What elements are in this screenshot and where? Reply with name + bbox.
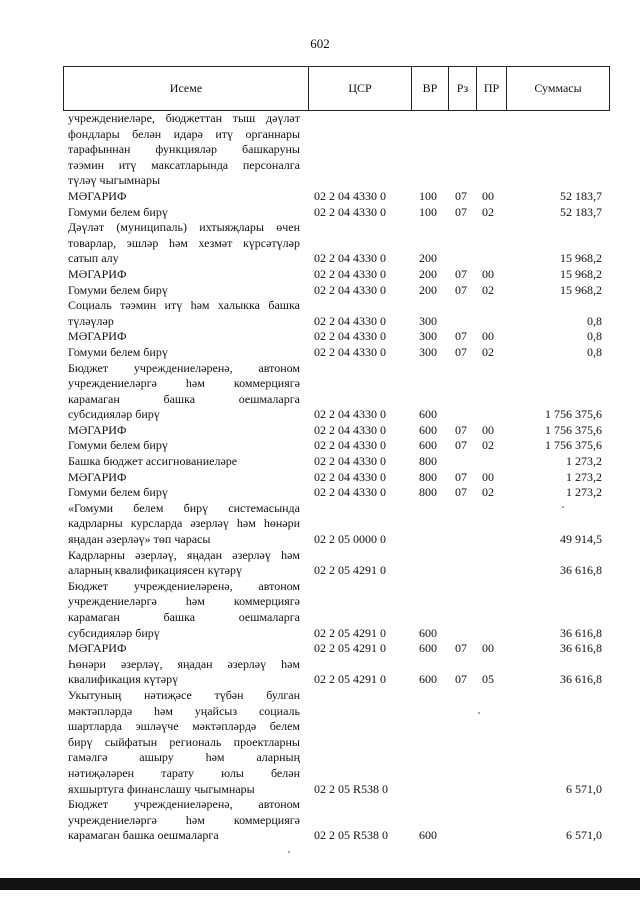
row-csr: 02 2 04 4330 0 xyxy=(314,251,386,266)
row-csr: 02 2 05 4291 0 xyxy=(314,563,386,578)
row-name-line: Дәүләт (муниципаль) ихтыяҗлары өчен xyxy=(68,220,300,235)
row-pr: 02 xyxy=(482,344,494,359)
row-sum: 1 273,2 xyxy=(566,454,602,469)
row-rz: 07 xyxy=(455,188,467,203)
row-vr: 600 xyxy=(419,625,437,640)
row-sum: 15 968,2 xyxy=(560,266,602,281)
row-csr: 02 2 04 4330 0 xyxy=(314,344,386,359)
row-vr: 300 xyxy=(419,313,437,328)
row-csr: 02 2 05 4291 0 xyxy=(314,641,386,656)
row-name-line: карамаган башка оешмаларга xyxy=(68,391,300,406)
table-header xyxy=(63,66,610,111)
row-vr: 600 xyxy=(419,828,437,843)
row-sum: 36 616,8 xyxy=(560,563,602,578)
table-row xyxy=(68,657,604,688)
row-vr: 200 xyxy=(419,266,437,281)
row-rz: 07 xyxy=(455,641,467,656)
row-sum: 6 571,0 xyxy=(566,781,602,796)
row-name-line: субсидияләр бирү xyxy=(68,625,160,640)
row-vr: 800 xyxy=(419,469,437,484)
row-name-line: учреждениеләргә һәм коммерциягә xyxy=(68,812,300,827)
row-name-line: товарлар, эшләр һәм хезмәт күрсәтүләр xyxy=(68,235,300,250)
table-row xyxy=(68,329,604,345)
row-vr: 600 xyxy=(419,672,437,687)
row-name-line: МӘГАРИФ xyxy=(68,329,127,344)
header-sum: Суммасы xyxy=(534,81,582,95)
row-name-line: мәктәпләрдә һәм уңайсыз социаль xyxy=(68,703,300,718)
row-vr: 800 xyxy=(419,485,437,500)
table-row xyxy=(68,470,604,486)
row-csr: 02 2 04 4330 0 xyxy=(314,438,386,453)
row-name-line: яңадан әзерләү» төп чарасы xyxy=(68,532,211,547)
row-pr: 00 xyxy=(482,188,494,203)
row-name-line: МӘГАРИФ xyxy=(68,266,127,281)
row-rz: 07 xyxy=(455,266,467,281)
row-vr: 600 xyxy=(419,438,437,453)
header-name: Исеме xyxy=(64,67,309,110)
row-csr: 02 2 05 4291 0 xyxy=(314,625,386,640)
row-sum: 49 914,5 xyxy=(560,532,602,547)
row-rz: 07 xyxy=(455,485,467,500)
row-sum: 52 183,7 xyxy=(560,204,602,219)
row-rz: 07 xyxy=(455,329,467,344)
row-name-line: учреждениеләргә һәм коммерциягә xyxy=(68,376,300,391)
row-vr: 100 xyxy=(419,204,437,219)
row-name-line: МӘГАРИФ xyxy=(68,469,127,484)
row-sum: 0,8 xyxy=(587,344,602,359)
row-csr: 02 2 05 0000 0 xyxy=(314,532,386,547)
row-name-line: МӘГАРИФ xyxy=(68,188,127,203)
scan-speck xyxy=(562,506,564,508)
row-pr: 02 xyxy=(482,282,494,297)
table-row xyxy=(68,579,604,641)
row-name-line: аларның квалификациясен күтәрү xyxy=(68,563,242,578)
row-rz: 07 xyxy=(455,438,467,453)
row-sum: 36 616,8 xyxy=(560,672,602,687)
row-vr: 300 xyxy=(419,329,437,344)
table-row xyxy=(68,283,604,299)
row-vr: 600 xyxy=(419,641,437,656)
row-csr: 02 2 05 R538 0 xyxy=(314,828,389,843)
page-number: 602 xyxy=(310,36,330,51)
row-name-line: Социаль тәэмин итү һәм халыкка башка xyxy=(68,298,300,313)
row-csr: 02 2 05 4291 0 xyxy=(314,672,386,687)
table-row xyxy=(68,298,604,329)
row-sum: 52 183,7 xyxy=(560,188,602,203)
row-pr: 05 xyxy=(482,672,494,687)
row-name-line: Гомуми белем бирү xyxy=(68,438,168,453)
scan-bottom-edge xyxy=(0,878,640,890)
row-name-line: Бюджет учреждениеләренә, автоном xyxy=(68,360,300,375)
row-name-line: бирү сыйфатын региональ проектларны xyxy=(68,734,300,749)
row-sum: 15 968,2 xyxy=(560,282,602,297)
row-sum: 36 616,8 xyxy=(560,625,602,640)
row-sum: 36 616,8 xyxy=(560,641,602,656)
row-name-line: «Гомуми белем бирү системасында xyxy=(68,500,300,515)
row-vr: 200 xyxy=(419,251,437,266)
row-csr: 02 2 04 4330 0 xyxy=(314,204,386,219)
table-row xyxy=(68,361,604,423)
row-name-line: яхшыртуга финанслашу чыгымнары xyxy=(68,781,255,796)
table-row xyxy=(68,548,604,579)
row-sum: 1 756 375,6 xyxy=(545,422,602,437)
header-vr: ВР xyxy=(412,67,449,110)
row-sum: 1 756 375,6 xyxy=(545,438,602,453)
row-name-line: гамәлгә ашыру һәм аларның xyxy=(68,750,300,765)
row-name-line: МӘГАРИФ xyxy=(68,422,127,437)
row-csr: 02 2 04 4330 0 xyxy=(314,282,386,297)
row-vr: 200 xyxy=(419,282,437,297)
row-pr: 02 xyxy=(482,485,494,500)
row-sum: 1 273,2 xyxy=(566,469,602,484)
row-vr: 600 xyxy=(419,407,437,422)
table-body xyxy=(68,111,604,844)
row-name-line: МӘГАРИФ xyxy=(68,641,127,656)
row-csr: 02 2 04 4330 0 xyxy=(314,188,386,203)
table-row xyxy=(68,438,604,454)
row-name-line: учреждениеләргә һәм коммерциягә xyxy=(68,594,300,609)
row-name-line: шартларда эшләүче мәктәпләрдә белем xyxy=(68,719,300,734)
row-csr: 02 2 04 4330 0 xyxy=(314,485,386,500)
row-vr: 100 xyxy=(419,188,437,203)
row-pr: 00 xyxy=(482,641,494,656)
row-name-line: кадрларны курсларда әзерләү һәм һөнәри xyxy=(68,516,300,531)
table-row xyxy=(68,220,604,267)
row-rz: 07 xyxy=(455,204,467,219)
row-name-line: Гомуми белем бирү xyxy=(68,204,168,219)
row-name-line: тарафыннан функцияләр башкаруны xyxy=(68,142,300,157)
row-csr: 02 2 04 4330 0 xyxy=(314,313,386,328)
row-name-line: Гомуми белем бирү xyxy=(68,344,168,359)
row-name-line: карамаган башка оешмаларга xyxy=(68,610,300,624)
row-pr: 00 xyxy=(482,422,494,437)
row-name-line: Укытуның нәтиҗәсе түбән булган xyxy=(68,687,300,702)
row-csr: 02 2 04 4330 0 xyxy=(314,329,386,344)
row-pr: 00 xyxy=(482,266,494,281)
row-sum: 0,8 xyxy=(587,329,602,344)
row-name-line: Кадрларны әзерләү, яңадан әзерләү һәм xyxy=(68,547,300,562)
row-name-line: карамаган башка оешмаларга xyxy=(68,828,219,843)
header-pr: ПР xyxy=(477,67,507,110)
row-name-line: фондлары белән идарә итү органнары xyxy=(68,126,300,141)
row-vr: 300 xyxy=(419,344,437,359)
row-vr: 600 xyxy=(419,422,437,437)
row-sum: 15 968,2 xyxy=(560,251,602,266)
row-name-line: учреждениеләре, бюджеттан тыш дәүләт xyxy=(68,111,300,125)
table-row xyxy=(68,641,604,657)
table-row xyxy=(68,189,604,205)
row-name-line: Бюджет учреждениеләренә, автоном xyxy=(68,797,300,812)
row-name-line: сатып алу xyxy=(68,251,119,266)
row-name-line: тәэмин итү максатларында персоналга xyxy=(68,157,300,172)
table-row xyxy=(68,485,604,501)
row-rz: 07 xyxy=(455,282,467,297)
row-csr: 02 2 04 4330 0 xyxy=(314,266,386,281)
table-row xyxy=(68,797,604,844)
row-csr: 02 2 04 4330 0 xyxy=(314,469,386,484)
table-row xyxy=(68,267,604,283)
row-name-line: квалификация күтәрү xyxy=(68,672,179,687)
header-rz: Рз xyxy=(449,67,477,110)
row-csr: 02 2 04 4330 0 xyxy=(314,454,386,469)
row-pr: 02 xyxy=(482,204,494,219)
row-name-line: субсидияләр бирү xyxy=(68,407,160,422)
row-pr: 00 xyxy=(482,469,494,484)
row-name-line: Гомуми белем бирү xyxy=(68,282,168,297)
row-vr: 800 xyxy=(419,454,437,469)
row-rz: 07 xyxy=(455,344,467,359)
row-pr: 02 xyxy=(482,438,494,453)
row-sum: 1 273,2 xyxy=(566,485,602,500)
row-sum: 1 756 375,6 xyxy=(545,407,602,422)
scan-speck xyxy=(478,712,480,714)
scan-speck xyxy=(288,851,290,853)
table-row xyxy=(68,423,604,439)
row-name-line: нәтиҗәләрен тарату юлы белән xyxy=(68,765,300,780)
table-row xyxy=(68,345,604,361)
row-pr: 00 xyxy=(482,329,494,344)
header-csr: ЦСР xyxy=(309,67,412,110)
table-row xyxy=(68,501,604,548)
row-sum: 0,8 xyxy=(587,313,602,328)
table-row xyxy=(68,688,604,797)
row-rz: 07 xyxy=(455,672,467,687)
table-row xyxy=(68,454,604,470)
row-rz: 07 xyxy=(455,469,467,484)
row-csr: 02 2 04 4330 0 xyxy=(314,422,386,437)
row-csr: 02 2 05 R538 0 xyxy=(314,781,389,796)
row-sum: 6 571,0 xyxy=(566,828,602,843)
row-rz: 07 xyxy=(455,422,467,437)
row-name-line: Гомуми белем бирү xyxy=(68,485,168,500)
row-csr: 02 2 04 4330 0 xyxy=(314,407,386,422)
row-name-line: Һөнәри әзерләү, яңадан әзерләү һәм xyxy=(68,656,300,671)
row-name-line: Башка бюджет ассигнованиеләре xyxy=(68,454,238,469)
row-name-line: Бюджет учреждениеләренә, автоном xyxy=(68,578,300,593)
row-name-line: түләүләр xyxy=(68,313,114,328)
table-row xyxy=(68,205,604,221)
row-name-line: түләү чыгымнары xyxy=(68,173,161,188)
table-row xyxy=(68,111,604,189)
